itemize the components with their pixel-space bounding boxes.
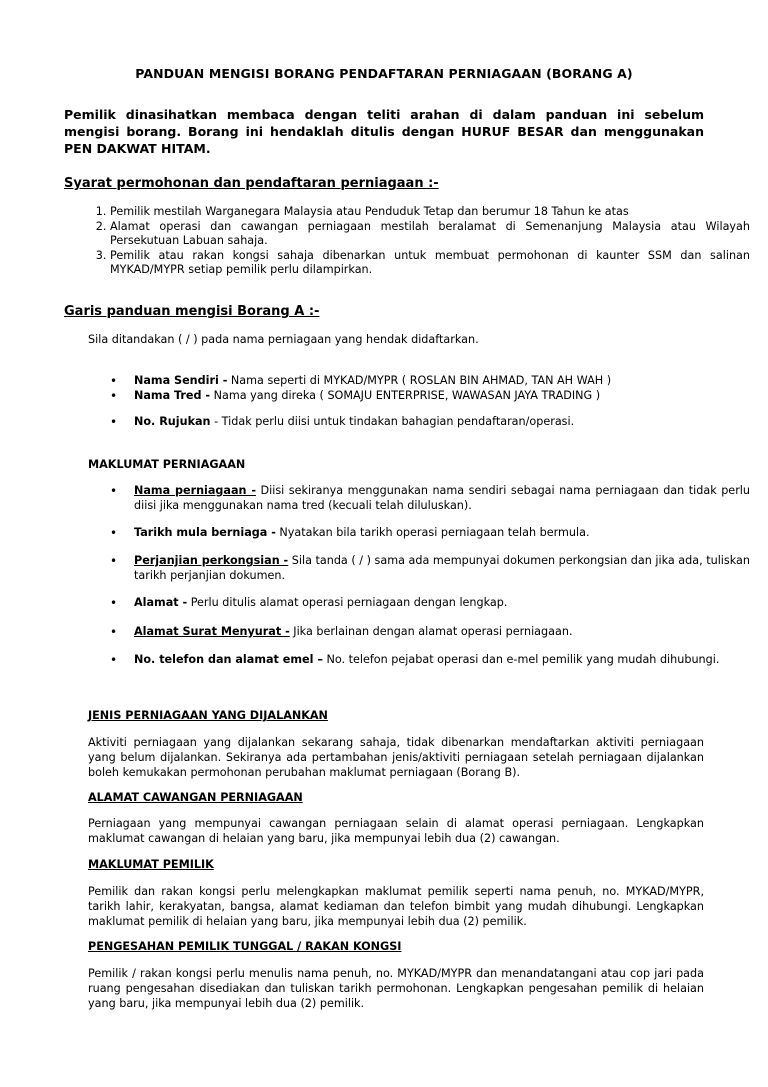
syarat-list bbox=[64, 205, 750, 278]
pengesahan-heading: PENGESAHAN PEMILIK TUNGGAL / RAKAN KONGSI bbox=[88, 940, 402, 953]
jenis-perniagaan-heading: JENIS PERNIAGAAN YANG DIJALANKAN bbox=[88, 709, 328, 722]
perniagaan-item-list bbox=[88, 596, 750, 611]
list-item: • Nama Sendiri - Nama seperti di MYKAD/MYPR ( ROSLAN BIN AHMAD, TAN AH WAH ) bbox=[134, 374, 750, 389]
maklumat-pemilik-heading: MAKLUMAT PEMILIK bbox=[88, 858, 214, 871]
list-item: • No. telefon dan alamat emel – No. telefon pejabat operasi dan e-mel pemilik yang mudah dihubungi. bbox=[134, 653, 750, 668]
maklumat-perniagaan-heading: MAKLUMAT PERNIAGAAN bbox=[88, 458, 246, 471]
syarat-item: 1. Pemilik mestilah Warganegara Malaysia atau Penduduk Tetap dan berumur 18 Tahun ke atas bbox=[110, 205, 750, 220]
garis-panduan-heading: Garis panduan mengisi Borang A :- bbox=[64, 304, 320, 319]
sila-instruction: Sila ditandakan ( / ) pada nama perniagaan yang hendak didaftarkan. bbox=[88, 333, 479, 346]
intro-paragraph: Pemilik dinasihatkan membaca dengan teliti arahan di dalam panduan ini sebelum mengisi borang. Borang ini hendaklah ditulis dengan HURUF BESAR dan menggunakan PEN DAKWAT HITAM. bbox=[64, 107, 704, 156]
list-item: • Alamat Surat Menyurat - Jika berlainan dengan alamat operasi perniagaan. bbox=[134, 625, 750, 640]
list-item: • Tarikh mula berniaga - Nyatakan bila tarikh operasi perniagaan telah bermula. bbox=[134, 526, 750, 541]
list-item: • Perjanjian perkongsian - Sila tanda ( / ) sama ada mempunyai dokumen perkongsian dan jika ada, tuliskan tarikh perjanjian dokumen. bbox=[134, 554, 750, 583]
alamat-cawangan-text: Perniagaan yang mempunyai cawangan perniagaan selain di alamat operasi perniagaan. Lengkapkan maklumat cawangan di helaian yang baru, jika mempunyai lebih dua (2) cawangan. bbox=[88, 817, 704, 845]
maklumat-pemilik-text: Pemilik dan rakan kongsi perlu melengkapkan maklumat pemilik seperti nama penuh, no. MYKAD/MYPR, tarikh lahir, kerakyatan, bangsa, alamat kediaman dan telefon bimbit yang mudah dihubungi. Lengkapkan maklumat pemilik di helaian yang baru, jika mempunyai lebih dua (2) pemilik. bbox=[88, 885, 704, 928]
syarat-item: 2. Alamat operasi dan cawangan perniagaan mestilah beralamat di Semenanjung Malaysia atau Wilayah Persekutuan Labuan sahaja. bbox=[110, 220, 750, 249]
list-item: • Nama perniagaan - Diisi sekiranya menggunakan nama sendiri sebagai nama perniagaan dan tidak perlu diisi jika menggunakan nama tred (kecuali telah diluluskan). bbox=[134, 484, 750, 513]
list-item: • Alamat - Perlu ditulis alamat operasi perniagaan dengan lengkap. bbox=[134, 596, 750, 611]
document-title: PANDUAN MENGISI BORANG PENDAFTARAN PERNIAGAAN (BORANG A) bbox=[135, 66, 633, 81]
perniagaan-item-list bbox=[88, 554, 750, 583]
rujukan-list bbox=[88, 415, 750, 430]
perniagaan-item-list bbox=[88, 625, 750, 640]
list-item: • Nama Tred - Nama yang direka ( SOMAJU ENTERPRISE, WAWASAN JAYA TRADING ) bbox=[134, 389, 750, 404]
alamat-cawangan-heading: ALAMAT CAWANGAN PERNIAGAAN bbox=[88, 791, 303, 804]
nama-list bbox=[88, 374, 750, 403]
syarat-item: 3. Pemilik atau rakan kongsi sahaja dibenarkan untuk membuat permohonan di kaunter SSM dan salinan MYKAD/MYPR setiap pemilik perlu dilampirkan. bbox=[110, 249, 750, 278]
pengesahan-text: Pemilik / rakan kongsi perlu menulis nama penuh, no. MYKAD/MYPR dan menandatangani atau cop jari pada ruang pengesahan disediakan dan tuliskan tarikh permohonan. Lengkapkan pengesahan pemilik di helaian yang baru, jika mempunyai lebih dua (2) pemilik. bbox=[88, 967, 704, 1010]
perniagaan-item-list bbox=[88, 526, 750, 541]
list-item: • No. Rujukan - Tidak perlu diisi untuk tindakan bahagian pendaftaran/operasi. bbox=[134, 415, 750, 430]
jenis-perniagaan-text: Aktiviti perniagaan yang dijalankan sekarang sahaja, tidak dibenarkan mendaftarkan aktiviti perniagaan yang belum dijalankan. Sekiranya ada pertambahan jenis/aktiviti perniagaan setelah perniagaan dijalankan boleh kemukakan permohonan perubahan maklumat perniagaan (Borang B). bbox=[88, 736, 704, 779]
perniagaan-item-list bbox=[88, 653, 750, 668]
perniagaan-item-list bbox=[88, 484, 750, 513]
syarat-heading: Syarat permohonan dan pendaftaran perniagaan :- bbox=[64, 176, 439, 191]
